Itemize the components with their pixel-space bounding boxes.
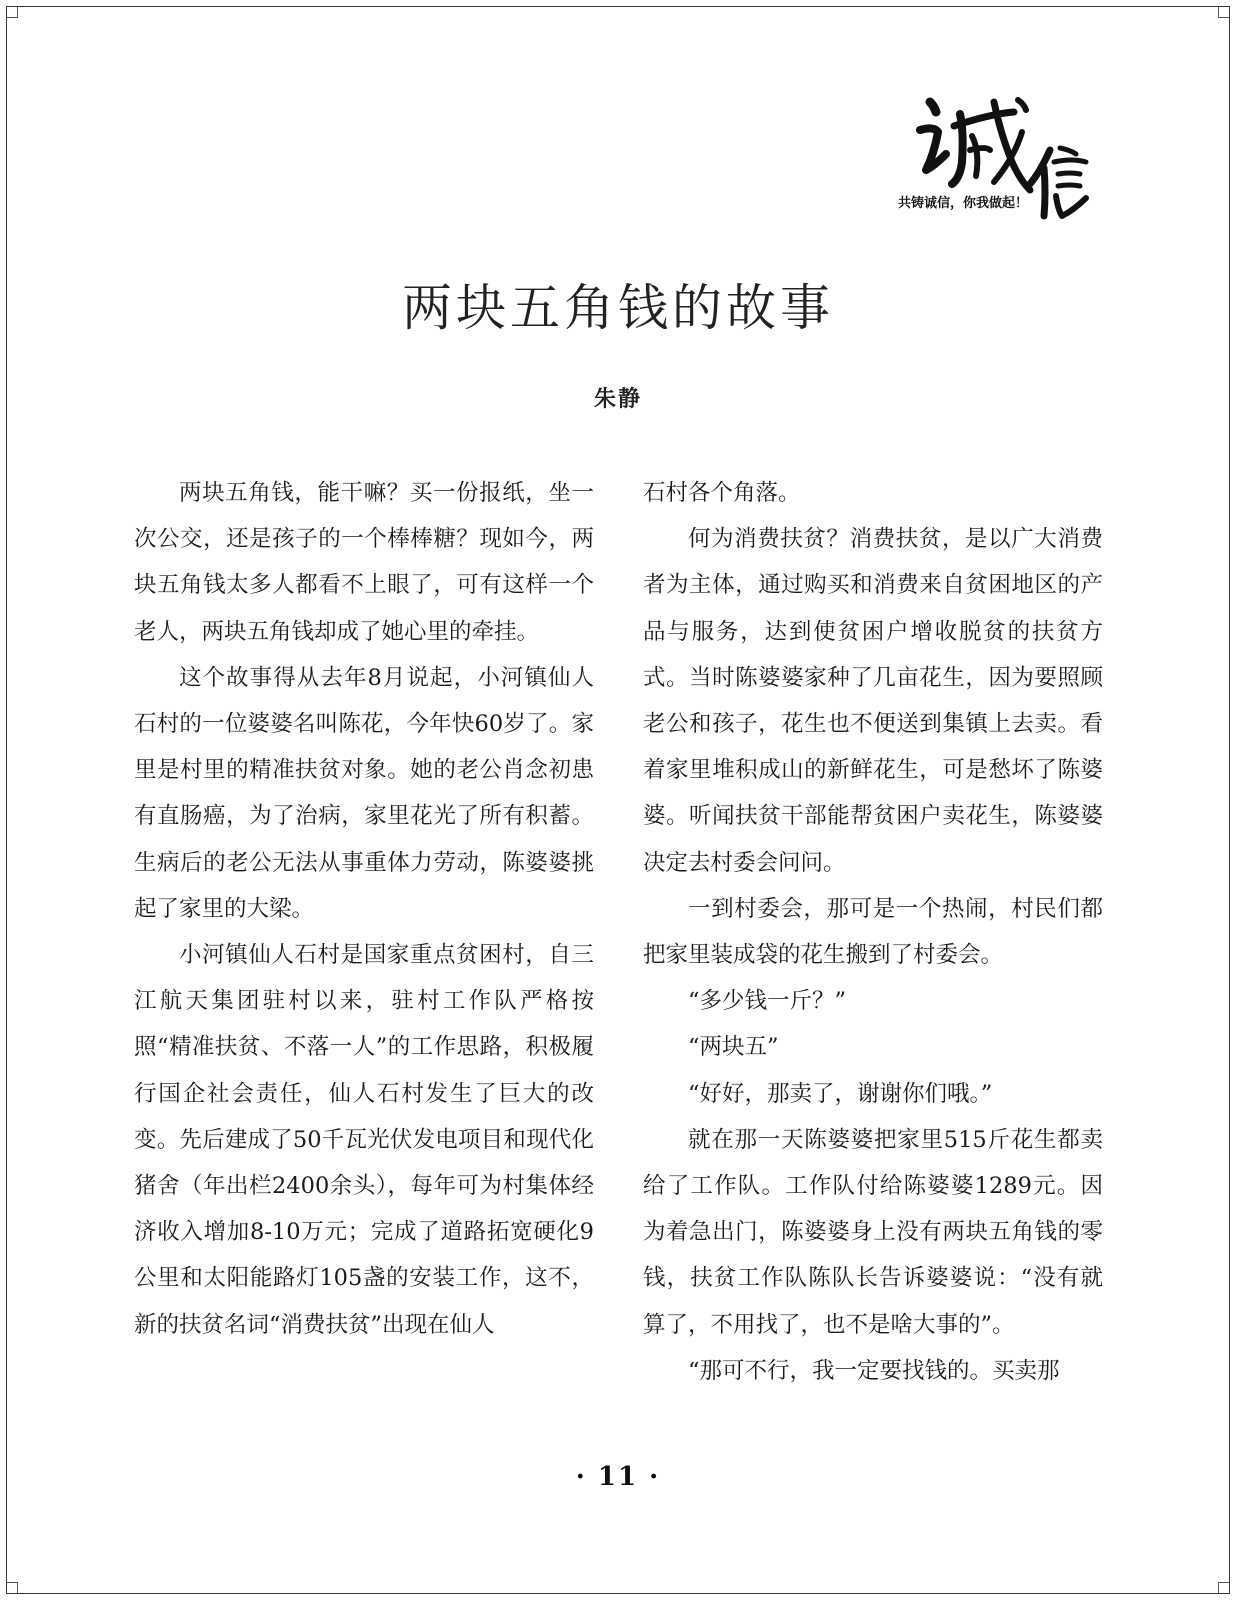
paragraph-continuation: 石村各个角落。 (643, 480, 801, 506)
paragraph: 何为消费扶贫？消费扶贫，是以广大消费者为主体，通过购买和消费来自贫困地区的产品与服务，达到使贫困户增收脱贫的扶贫方式。当时陈婆婆家种了几亩花生，因为要照顾老公和孩子，花生也不便送到集镇上去卖。看着家里堆积成山的新鲜花生，可是愁坏了陈婆婆。听闻扶贫干部能帮贫困户卖花生，陈婆婆决定去村委会问问。 (643, 526, 1103, 876)
crop-mark-top-left (7, 7, 18, 18)
paragraph: 就在那一天陈婆婆把家里515斤花生都卖给了工作队。工作队付给陈婆婆1289元。因为着急出门，陈婆婆身上没有两块五角钱的零钱，扶贫工作队陈队长告诉婆婆说：“没有就算了，不用找了，也不是啥大事的”。 (643, 1126, 1103, 1338)
paragraph: 一到村委会，那可是一个热闹，村民们都把家里装成袋的花生搬到了村委会。 (643, 895, 1103, 969)
slogan-text: 共铸诚信，你我做起！ (898, 196, 1029, 211)
crop-mark-bottom-right (1218, 1582, 1229, 1593)
integrity-calligraphy-logo (890, 92, 1100, 222)
article-title: 两块五角钱的故事 (402, 279, 834, 337)
paragraph: 这个故事得从去年8月说起，小河镇仙人石村的一位婆婆名叫陈花，今年快60岁了。家里是村里的精准扶贫对象。她的老公肖念初患有直肠癌，为了治病，家里花光了所有积蓄。生病后的老公无法从事重体力劳动，陈婆婆挑起了家里的大梁。 (134, 664, 594, 922)
crop-mark-bottom-left (7, 1582, 18, 1593)
article-author: 朱静 (593, 386, 642, 412)
dialogue-line: “好好，那卖了，谢谢你们哦。” (688, 1080, 993, 1107)
page-number: · 11 · (575, 1462, 661, 1492)
paragraph: 小河镇仙人石村是国家重点贫困村，自三江航天集团驻村以来，驻村工作队严格按照“精准扶贫、不落一人”的工作思路，积极履行国企社会责任，仙人石村发生了巨大的改变。先后建成了50千瓦光伏发电项目和现代化猪舍（年出栏2400余头），每年可为村集体经济收入增加8-10万元；完成了道路拓宽硬化9公里和太阳能路灯105盏的安装工作，这不，新的扶贫名词“消费扶贫”出现在仙人 (134, 942, 594, 1338)
crop-mark-top-right (1218, 7, 1229, 18)
paragraph: 两块五角钱，能干嘛？买一份报纸，坐一次公交，还是孩子的一个棒棒糖？现如今，两块五角钱太多人都看不上眼了，可有这样一个老人，两块五角钱却成了她心里的牵挂。 (134, 480, 594, 645)
dialogue-line: “两块五” (688, 1034, 779, 1061)
left-text-column (134, 470, 594, 1348)
right-text-column (643, 470, 1103, 1394)
dialogue-line: “多少钱一斤？” (688, 988, 847, 1015)
dialogue-line: “那可不行，我一定要找钱的。买卖那 (688, 1357, 1060, 1384)
